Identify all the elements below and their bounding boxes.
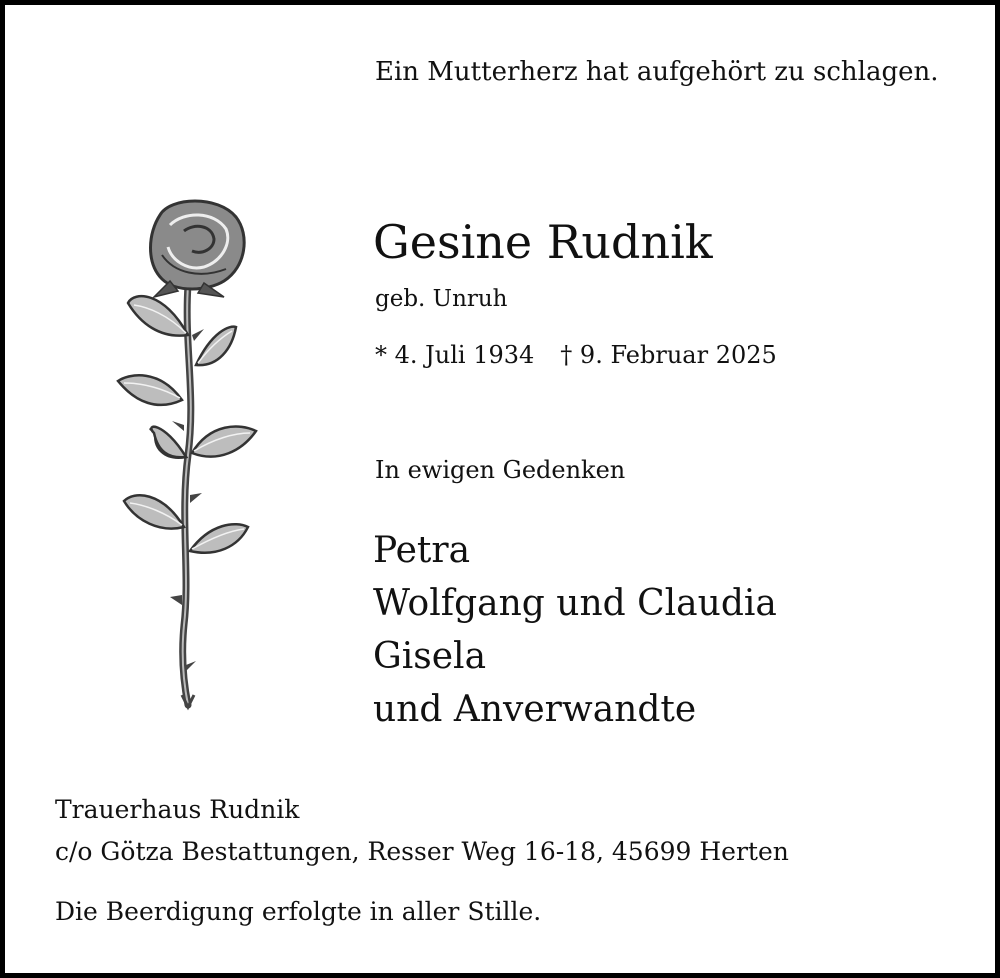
life-dates bbox=[375, 341, 777, 369]
birth-name: geb. Unruh bbox=[375, 286, 508, 312]
mourning-house-name: Trauerhaus Rudnik bbox=[55, 795, 300, 824]
mourners-list bbox=[373, 524, 777, 736]
death-date: † 9. Februar 2025 bbox=[560, 341, 777, 369]
memory-line: In ewigen Gedenken bbox=[375, 456, 626, 484]
rose-illustration bbox=[100, 195, 270, 715]
mourner-entry: und Anverwandte bbox=[373, 689, 697, 730]
deceased-name: Gesine Rudnik bbox=[373, 215, 713, 269]
mourner-entry: Wolfgang und Claudia bbox=[373, 583, 777, 624]
mourning-house bbox=[55, 789, 789, 873]
mourner-entry: Petra bbox=[373, 530, 471, 571]
birth-date: * 4. Juli 1934 bbox=[375, 341, 535, 369]
mourning-house-address: c/o Götza Bestattungen, Resser Weg 16-18, 45699 Herten bbox=[55, 837, 789, 866]
burial-note: Die Beerdigung erfolgte in aller Stille. bbox=[55, 897, 542, 926]
mourner-entry: Gisela bbox=[373, 636, 487, 677]
motto-line: Ein Mutterherz hat aufgehört zu schlagen. bbox=[375, 57, 939, 87]
